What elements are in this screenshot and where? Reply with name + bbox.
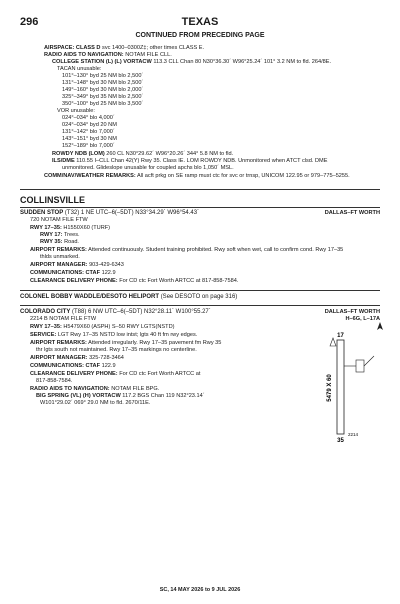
vor-line: 143°–151° byd 30 NM xyxy=(62,136,117,142)
comm-nav-line xyxy=(44,173,350,180)
clearance-value: For CD ctc Fort Worth ARTCC at xyxy=(119,371,201,377)
rwy35-line xyxy=(40,239,79,246)
remarks-label: AIRPORT REMARKS: xyxy=(30,247,87,253)
tacan-line: 325°–349° byd 35 NM blo 2,500´ xyxy=(62,94,144,100)
city-divider xyxy=(20,207,380,208)
remarks-line-2: thr lgts south not maintained. Rwy 17–35 markings no centerline. xyxy=(36,347,197,353)
tacan-line: 101°–130° byd 25 NM blo 2,500´ xyxy=(62,73,144,79)
vortac-value: 117.2 BGS Chan 119 N32°23.14´ xyxy=(122,393,205,399)
ils-label: ILS/DME xyxy=(52,158,75,164)
runway-end-label: 17 xyxy=(337,333,344,339)
runway-dimensions: 5479 X 60 xyxy=(327,374,333,402)
rowdy-value: 260 CL N30°29.62´ W96°20.26´ 344° 5.8 NM to fld. xyxy=(106,151,234,157)
manager-value: 903-429-6343 xyxy=(89,262,124,268)
remarks-value: Attended irregularly. Rwy 17–35 pavement fm Rwy 35 xyxy=(88,340,222,346)
north-arrow-icon xyxy=(377,322,383,330)
elevation-notam: 720 NOTAM FILE FTW xyxy=(30,217,88,223)
runway-label: RWY 17–35: xyxy=(30,225,62,231)
vortac-value: 113.3 CLL Chan 80 N30°36.30´ W96°25.24´ 101° 3.2 NM to fld. 264/8E. xyxy=(153,59,332,65)
manager-value: 325-728-3464 xyxy=(89,355,124,361)
rowdy-label: ROWDY NDB (LOM) xyxy=(52,151,105,157)
comm-value: 122.9 xyxy=(101,363,116,369)
comm-value: 122.9 xyxy=(101,270,116,276)
obstruction-icon xyxy=(330,338,336,346)
vortac-line xyxy=(36,393,205,400)
radio-aids-line xyxy=(30,386,159,393)
clearance-line xyxy=(30,278,238,285)
continuation-heading: CONTINUED FROM PRECEDING PAGE xyxy=(135,32,265,39)
section-divider xyxy=(20,189,380,190)
manager-label: AIRPORT MANAGER: xyxy=(30,262,88,268)
remarks-line-2: thlds unmarked. xyxy=(40,254,80,260)
vor-line: 152°–189° blo 7,000´ xyxy=(62,143,115,149)
clearance-line xyxy=(30,371,200,378)
tacan-line: TACAN unusable: xyxy=(57,66,102,72)
remarks-value: Attended continuously. Student training prohibited. Rwy soft when wet, call to confirm cond. Rwy 17–35 xyxy=(88,247,344,253)
vor-line: VOR unusable: xyxy=(57,108,95,114)
elevation-notam: 2214 B NOTAM FILE FTW xyxy=(30,316,97,322)
apron xyxy=(356,360,364,372)
vortac-line-2: W101°29.02´ 069° 29.0 NM to fld. 2670/11E. xyxy=(40,400,151,406)
airport-info: (T32) 1 NE UTC–6(–5DT) N33°34.29´ W96°54.43´ xyxy=(64,210,200,216)
comm-nav-label: COMM/NAV/WEATHER REMARKS: xyxy=(44,173,136,179)
airport-name: COLORADO CITY xyxy=(20,309,71,315)
airport-heading xyxy=(20,210,199,217)
access-road xyxy=(364,356,374,366)
sectional-name: DALLAS–FT WORTH xyxy=(324,210,380,216)
page-number: 296 xyxy=(20,16,39,28)
vor-line: 024°–034° byd 20 NM xyxy=(62,122,117,128)
runway-elevation: 2214 xyxy=(348,432,359,437)
airspace-value: svc 1400–0300Z‡; other times CLASS E. xyxy=(102,45,205,51)
vortac-label: BIG SPRING (VL) (H) VORTACW xyxy=(36,393,121,399)
comm-label: COMMUNICATIONS: CTAF xyxy=(30,363,101,369)
radio-aids-value: NOTAM FILE BPG. xyxy=(111,386,160,392)
radio-aids-line xyxy=(44,52,172,59)
radio-aids-label: RADIO AIDS TO NAVIGATION: xyxy=(44,52,124,58)
vortac-label: COLLEGE STATION (L) (L) VORTACW xyxy=(52,59,152,65)
clearance-label: CLEARANCE DELIVERY PHONE: xyxy=(30,278,118,284)
manager-label: AIRPORT MANAGER: xyxy=(30,355,88,361)
rowdy-ndb-line xyxy=(52,151,233,158)
comm-line xyxy=(30,270,116,277)
manager-line xyxy=(30,262,124,269)
service-value: LGT Rwy 17–35 NSTD low intst; lgts 40 ft fm rwy edges. xyxy=(57,332,198,338)
radio-aids-value: NOTAM FILE CLL. xyxy=(125,52,172,58)
heliport-ref: (See DESOTO on page 316) xyxy=(160,294,238,300)
runway-line xyxy=(30,225,110,232)
section-divider xyxy=(20,290,380,291)
ils-value: 110.55 I–CLL Chan 42(Y) Rwy 35. Class IE. LOM ROWDY NDB. Unmonitored when ATCT clsd. DME xyxy=(76,158,328,164)
comm-nav-value: All acft prkg on SE ramp must ctc for svc or trnsp, UNICOM 122.95 or 979–775–5255. xyxy=(137,173,350,179)
runway-rectangle xyxy=(337,340,344,434)
tacan-line: 131°–148° byd 30 NM blo 2,500´ xyxy=(62,80,144,86)
rwy35-value: Road. xyxy=(64,239,79,245)
state-title: TEXAS xyxy=(181,16,219,28)
runway-value: H5479X60 (ASPH) S–50 RWY LGTS(NSTD) xyxy=(63,324,175,330)
manager-line xyxy=(30,355,124,362)
clearance-line-2: 817-858-7584. xyxy=(36,378,73,384)
airspace-line xyxy=(44,45,204,52)
airport-diagram xyxy=(290,316,390,456)
clearance-label: CLEARANCE DELIVERY PHONE: xyxy=(30,371,118,377)
airport-info: (T88) 6 NW UTC–6(–5DT) N32°28.11´ W100°55.27´ xyxy=(72,309,211,315)
runway-end-label: 35 xyxy=(337,438,344,444)
airspace-label: AIRSPACE: CLASS D xyxy=(44,45,101,51)
airport-heading xyxy=(20,309,211,316)
tacan-line: 350°–100° byd 25 NM blo 3,500´ xyxy=(62,101,144,107)
rwy17-label: RWY 17: xyxy=(40,232,63,238)
runway-label: RWY 17–35: xyxy=(30,324,62,330)
service-line xyxy=(30,332,197,339)
chart-reference: H–6G, L–17A xyxy=(345,316,380,322)
rwy17-value: Trees. xyxy=(63,232,80,238)
vor-line: 024°–034° blo 4,000´ xyxy=(62,115,115,121)
remarks-label: AIRPORT REMARKS: xyxy=(30,340,87,346)
runway-line xyxy=(30,324,174,331)
heliport-name: COLONEL BOBBY WADDLE/DESOTO HELIPORT xyxy=(20,294,160,300)
ils-line-2: unmonitored. Glideslope unusable for coupled apchs blo 1,050´ MSL. xyxy=(62,165,234,171)
clearance-value: For CD ctc Fort Worth ARTCC at 817-858-7584. xyxy=(119,278,239,284)
comm-label: COMMUNICATIONS: CTAF xyxy=(30,270,101,276)
section-divider xyxy=(20,305,380,306)
vor-line: 131°–142° blo 7,000´ xyxy=(62,129,115,135)
runway-value: H1550X60 (TURF) xyxy=(63,225,111,231)
service-label: SERVICE: xyxy=(30,332,57,338)
ils-line xyxy=(52,158,327,165)
heliport-cross-ref xyxy=(20,294,237,301)
vortac-line xyxy=(52,59,331,66)
remarks-line xyxy=(30,340,221,347)
tacan-line: 149°–160° byd 30 NM blo 2,000´ xyxy=(62,87,144,93)
effective-dates: SC, 14 MAY 2026 to 9 JUL 2026 xyxy=(159,587,241,593)
comm-line xyxy=(30,363,116,370)
sectional-name: DALLAS–FT WORTH xyxy=(324,309,380,315)
remarks-line xyxy=(30,247,343,254)
rwy35-label: RWY 35: xyxy=(40,239,63,245)
radio-aids-label: RADIO AIDS TO NAVIGATION: xyxy=(30,386,110,392)
rwy17-line xyxy=(40,232,80,239)
airport-name: SUDDEN STOP xyxy=(20,210,64,216)
city-name: COLLINSVILLE xyxy=(20,195,85,205)
